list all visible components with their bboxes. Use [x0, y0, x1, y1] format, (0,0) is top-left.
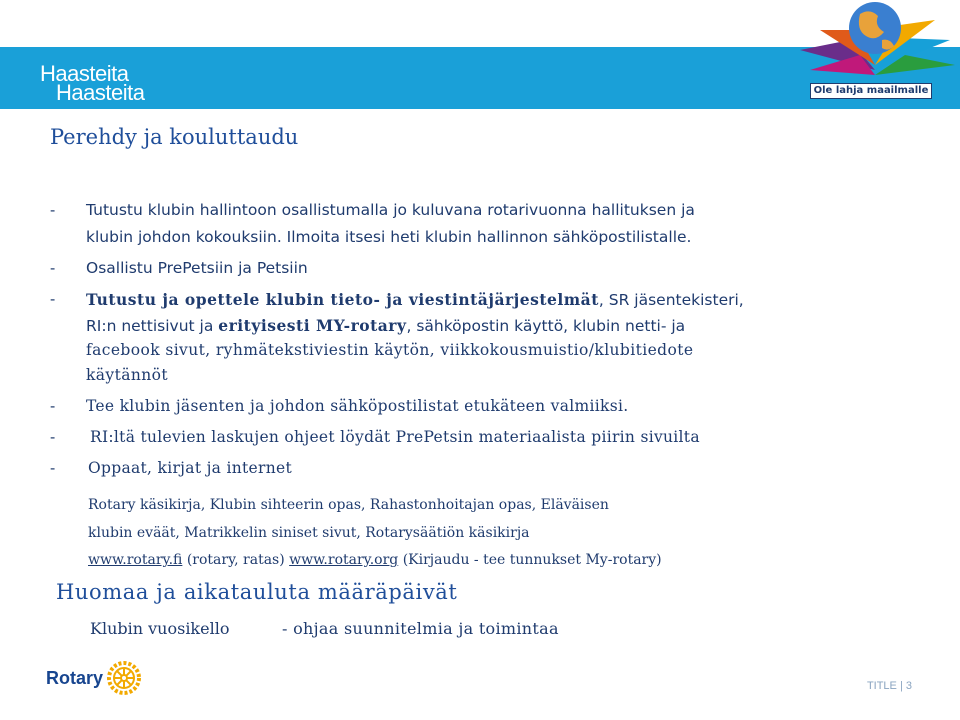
footer-separator: |: [899, 680, 903, 692]
bullet-3-rest: , SR jäsentekisteri,: [598, 291, 744, 309]
rotary-wheel-icon: [106, 660, 142, 696]
bullet-3-line-3: facebook sivut, ryhmätekstiviestin käytön, viikkokousmuistio/klubitiedote: [86, 341, 694, 359]
bullet-3-line-4: käytännöt: [86, 366, 168, 384]
header-title: Haasteita: [40, 61, 129, 86]
bullet-3-line2-a: RI:n nettisivut ja: [86, 317, 219, 335]
page-number: 3: [905, 680, 912, 692]
bullet-4-line: Tee klubin jäsenten ja johdon sähköpostilistat etukäteen valmiiksi.: [86, 397, 629, 415]
bullet-dash: -: [50, 459, 56, 477]
bullet-6-line: Oppaat, kirjat ja internet: [88, 459, 292, 477]
bullet-dash: -: [50, 428, 56, 446]
bullet-1-line-1: Tutustu klubin hallintoon osallistumalla jo kuluvana rotarivuonna hallituksen ja: [86, 201, 695, 219]
bullet-dash: -: [50, 290, 56, 308]
bullet-3-bold-text: Tutustu ja opettele klubin tieto- ja viestintäjärjestelmät: [86, 290, 599, 309]
bullet-1-line-2: klubin johdon kokouksiin. Ilmoita itsesi heti klubin hallinnon sähköpostilistalle.: [86, 228, 692, 246]
rotary-wordmark: Rotary: [46, 668, 104, 688]
bullet-2-line: Osallistu PrePetsiin ja Petsiin: [86, 259, 308, 277]
bullet-3-line2-bold: erityisesti MY-rotary: [218, 316, 407, 335]
logo-caption: Ole lahja maailmalle: [810, 83, 932, 99]
resources-line-2: klubin eväät, Matrikkelin siniset sivut, Rotarysäätiön käsikirja: [88, 525, 530, 541]
annual-clock-desc: - ohjaa suunnitelmia ja toimintaa: [282, 619, 559, 638]
annual-clock-note: Klubin vuosikello: [90, 619, 230, 638]
bullet-dash: -: [50, 201, 56, 219]
bullet-dash: -: [50, 397, 56, 415]
bullet-3-line-2: [86, 316, 685, 335]
links-line: [88, 552, 662, 568]
section-title: Perehdy ja kouluttaudu: [50, 125, 299, 149]
link2-note: (Kirjaudu - tee tunnukset My-rotary): [398, 552, 662, 568]
link1-note: (rotary, ratas): [182, 552, 290, 568]
bullet-dash: -: [50, 259, 56, 277]
bullet-3-line2-rest: , sähköpostin käyttö, klubin netti- ja: [406, 317, 686, 335]
resources-line-1: Rotary käsikirja, Klubin sihteerin opas, Rahastonhoitajan opas, Eläväisen: [88, 497, 609, 513]
slide-label: TITLE: [866, 680, 897, 692]
section-title-deadlines: Huomaa ja aikatauluta määräpäivät: [56, 580, 458, 604]
header-title-shadow: Haasteita: [56, 80, 145, 105]
bullet-5-line: RI:ltä tulevien laskujen ohjeet löydät PrePetsin materiaalista piirin sivuilta: [90, 428, 700, 446]
rotary-logo: [46, 658, 156, 698]
rotary-org-link[interactable]: www.rotary.org: [289, 552, 399, 568]
bullet-3-line-1: [86, 290, 744, 309]
slide-footer: [867, 680, 912, 692]
rotary-fi-link[interactable]: www.rotary.fi: [88, 552, 183, 568]
